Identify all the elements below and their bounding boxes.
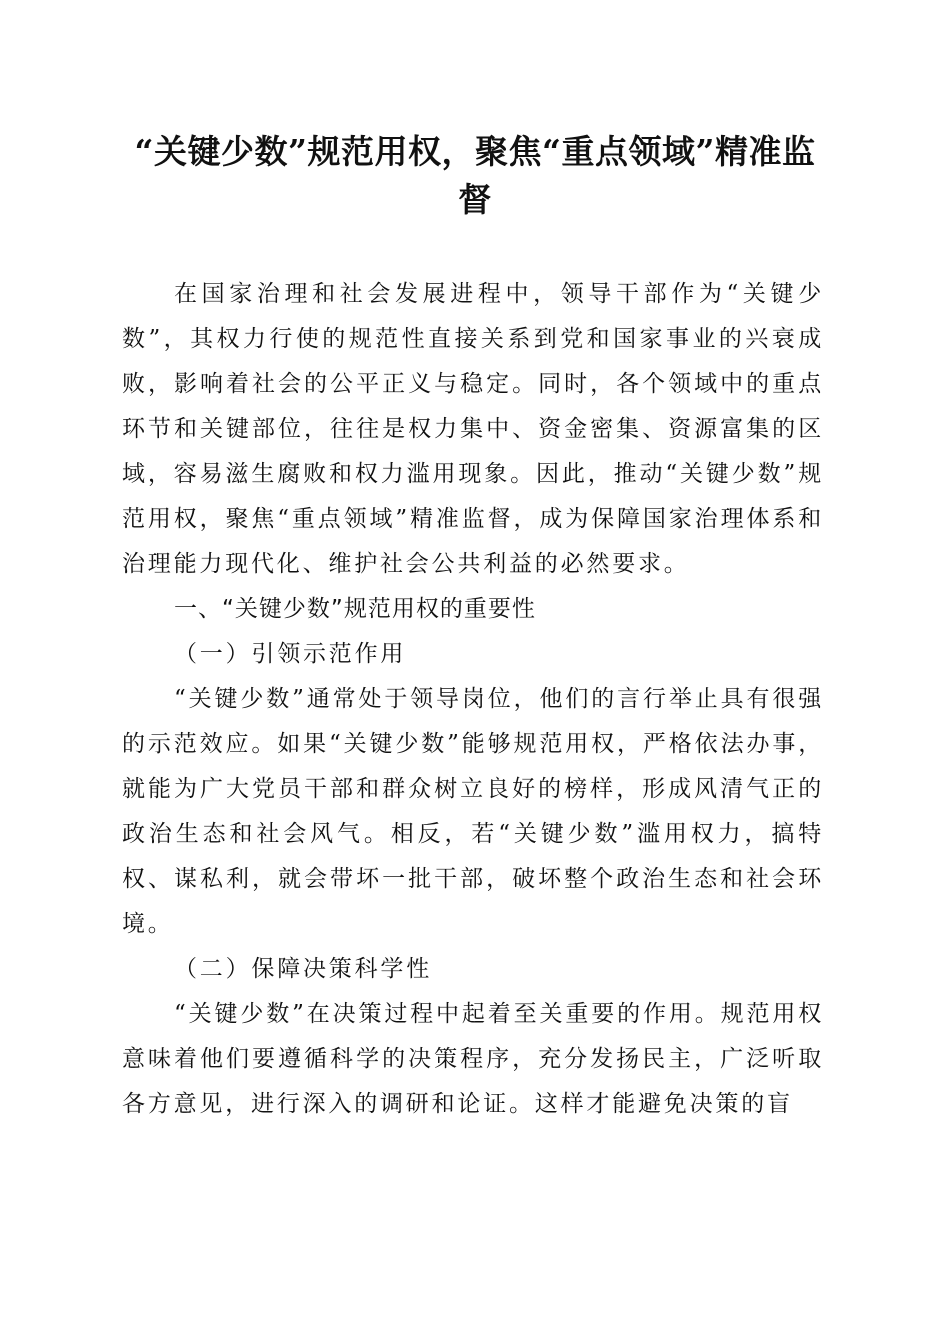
document-title: “关键少数”规范用权，聚焦“重点领域”精准监督	[134, 132, 816, 219]
subsection-paragraph: “关键少数”通常处于领导岗位，他们的言行举止具有很强的示范效应。如果“关键少数”能够规范用权，严格依法办事，就能为广大党员干部和群众树立良好的榜样，形成风清气正的政治生态和社会风气。相反，若“关键少数”滥用权力，搞特权、谋私利，就会带坏一批干部，破坏整个政治生态和社会环境。	[122, 686, 824, 937]
document-body	[122, 272, 824, 1127]
subsection-heading: （一）引领示范作用	[174, 641, 407, 667]
subsection-paragraph: “关键少数”在决策过程中起着至关重要的作用。规范用权意味着他们要遵循科学的决策程序，充分发扬民主，广泛听取各方意见，进行深入的调研和论证。这样才能避免决策的盲	[122, 1001, 824, 1117]
intro-paragraph: 在国家治理和社会发展进程中，领导干部作为“关键少数”，其权力行使的规范性直接关系到党和国家事业的兴衰成败，影响着社会的公平正义与稳定。同时，各个领域中的重点环节和关键部位，往往是权力集中、资金密集、资源富集的区域，容易滋生腐败和权力滥用现象。因此，推动“关键少数”规范用权，聚焦“重点领域”精准监督，成为保障国家治理体系和治理能力现代化、维护社会公共利益的必然要求。	[122, 281, 824, 577]
subsection-heading: （二）保障决策科学性	[174, 956, 432, 982]
section-heading: 一、“关键少数”规范用权的重要性	[174, 596, 536, 622]
